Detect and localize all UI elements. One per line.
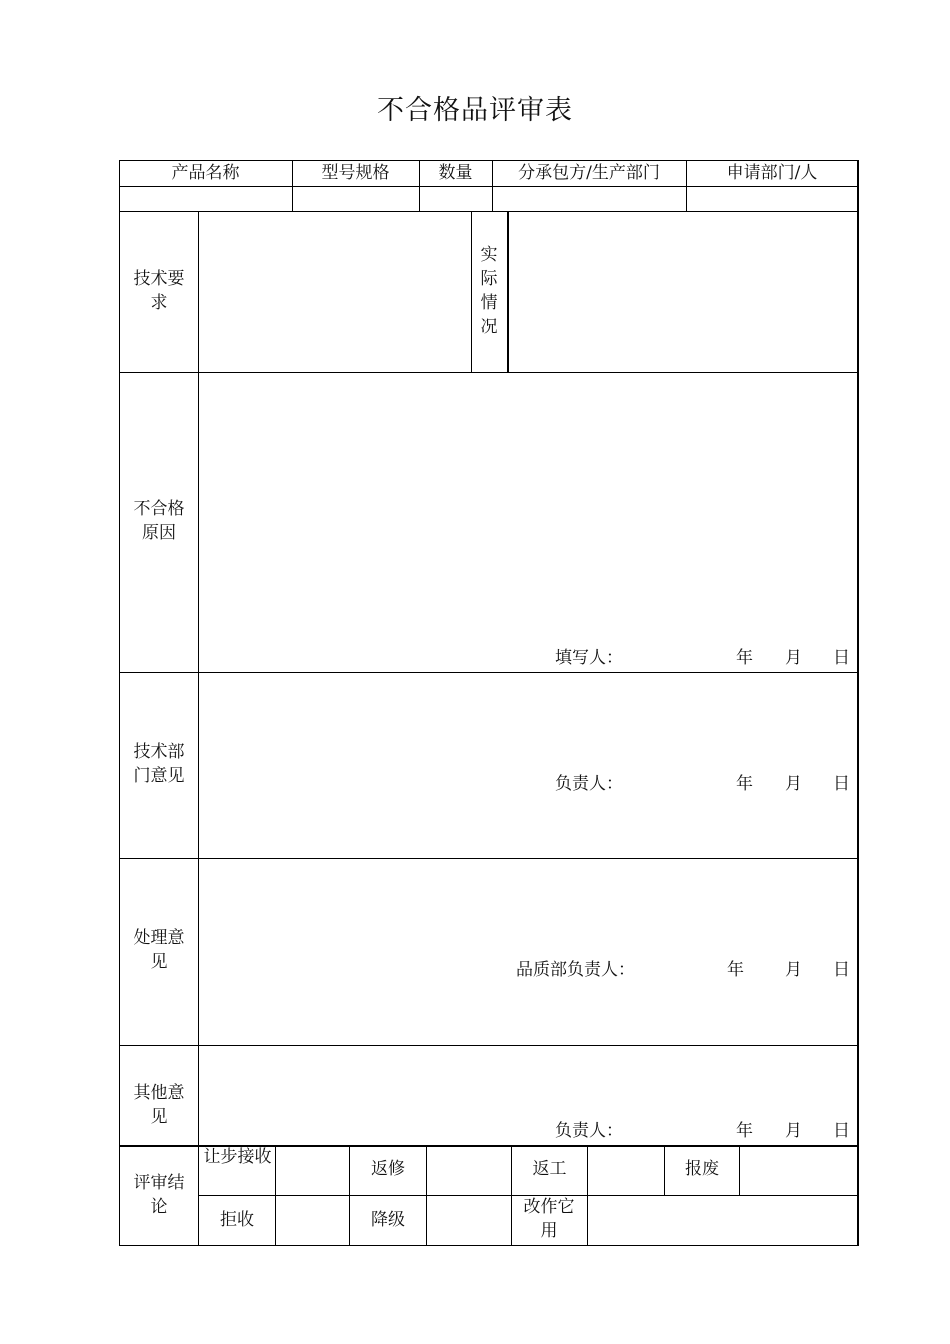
option-rework: 返工 (532, 1159, 567, 1179)
nonconformity-label: 不合格原因 (133, 499, 185, 543)
option-scrap: 报废 (685, 1159, 719, 1179)
quality-responsible-label: 品质部负责人： (516, 960, 635, 980)
rework-checkbox[interactable] (588, 1147, 664, 1195)
day-label: 日 (833, 774, 850, 794)
other-opinion-field[interactable] (199, 1046, 857, 1116)
tech-requirement-label: 技术要求 (133, 269, 185, 313)
responsible-label: 负责人： (555, 774, 623, 794)
tech-requirement-field[interactable] (199, 212, 471, 372)
downgrade-checkbox[interactable] (427, 1196, 511, 1245)
year-label: 年 (736, 648, 753, 668)
header-quantity: 数量 (438, 163, 473, 183)
option-reject: 拒收 (220, 1210, 254, 1230)
scrap-checkbox[interactable] (740, 1147, 857, 1195)
year-label: 年 (736, 1121, 753, 1141)
repair-checkbox[interactable] (427, 1147, 511, 1195)
day-label: 日 (833, 648, 850, 668)
month-label: 月 (785, 1121, 802, 1141)
page-title: 不合格品评审表 (377, 95, 573, 126)
header-model-spec: 型号规格 (321, 163, 390, 183)
handling-field[interactable] (199, 859, 857, 955)
month-label: 月 (785, 960, 802, 980)
tech-dept-label: 技术部门意见 (133, 742, 185, 786)
header-applicant: 申请部门/人 (726, 163, 818, 183)
handling-label: 处理意见 (133, 928, 185, 972)
applicant-field[interactable] (687, 187, 857, 211)
quantity-field[interactable] (420, 187, 492, 211)
header-product-name: 产品名称 (171, 163, 240, 183)
model-spec-field[interactable] (293, 187, 419, 211)
year-label: 年 (727, 960, 744, 980)
responsible-label: 负责人： (555, 1121, 623, 1141)
option-repurpose: 改作它用 (523, 1197, 575, 1241)
day-label: 日 (833, 960, 850, 980)
actual-situation-field[interactable] (509, 212, 857, 372)
conclusion-label: 评审结论 (133, 1173, 185, 1217)
day-label: 日 (833, 1121, 850, 1141)
header-subcontractor: 分承包方/生产部门 (518, 163, 660, 183)
other-opinion-label: 其他意见 (133, 1083, 185, 1127)
product-name-field[interactable] (120, 187, 292, 211)
concession-accept-checkbox[interactable] (276, 1147, 349, 1195)
month-label: 月 (785, 774, 802, 794)
subcontractor-field[interactable] (493, 187, 686, 211)
repurpose-checkbox[interactable] (588, 1196, 857, 1245)
filler-label: 填写人： (555, 648, 623, 668)
month-label: 月 (785, 648, 802, 668)
option-downgrade: 降级 (371, 1210, 405, 1230)
tech-dept-field[interactable] (199, 673, 857, 769)
actual-situation-label: 实际情况 (480, 245, 498, 337)
option-concession-accept: 让步接收 (203, 1147, 272, 1167)
reject-checkbox[interactable] (276, 1196, 349, 1245)
nonconformity-field[interactable] (199, 373, 857, 643)
year-label: 年 (736, 774, 753, 794)
option-repair: 返修 (371, 1159, 405, 1179)
